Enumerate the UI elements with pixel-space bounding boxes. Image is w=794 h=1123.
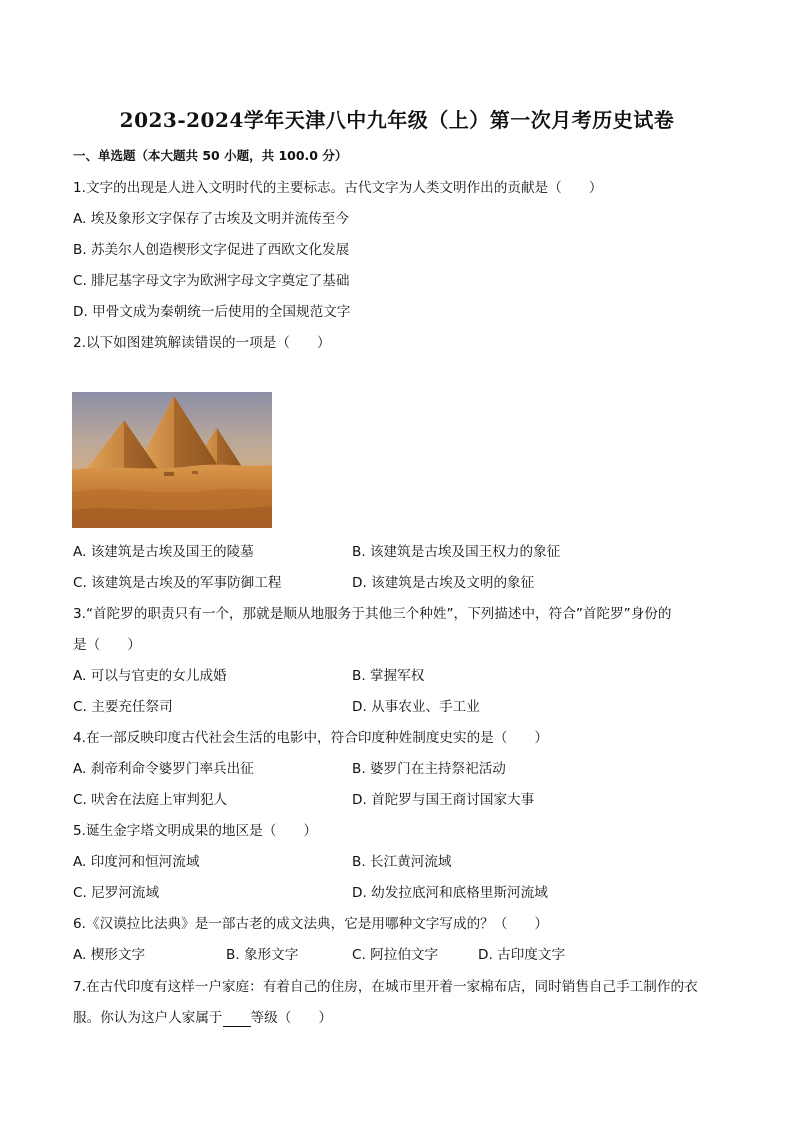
question-2-option-d: D. 该建筑是古埃及文明的象征 bbox=[352, 575, 535, 591]
question-7-stem: 7.在古代印度有这样一户家庭：有着自己的住房，在城市里开着一家棉布店，同时销售自己手工制作的衣 bbox=[73, 979, 698, 995]
question-3-option-c: C. 主要充任祭司 bbox=[73, 699, 173, 715]
question-3-option-a: A. 可以与官吏的女儿成婚 bbox=[73, 668, 227, 684]
question-5-option-b: B. 长江黄河流域 bbox=[352, 854, 452, 870]
question-7-stem-continued bbox=[73, 1006, 332, 1027]
question-5-option-d: D. 幼发拉底河和底格里斯河流域 bbox=[352, 885, 548, 901]
question-4-option-c: C. 吠舍在法庭上审判犯人 bbox=[73, 792, 228, 808]
question-6-option-b: B. 象形文字 bbox=[226, 947, 299, 963]
question-5-stem: 5.诞生金字塔文明成果的地区是（ ） bbox=[73, 823, 318, 839]
question-3-stem: 3.“首陀罗的职责只有一个，那就是顺从地服务于其他三个种姓”，下列描述中，符合”首陀罗”身份的 bbox=[73, 606, 672, 622]
exam-title: 2023-2024学年天津八中九年级（上）第一次月考历史试卷 bbox=[119, 108, 675, 132]
question-3-option-d: D. 从事农业、手工业 bbox=[352, 699, 480, 715]
question-4-option-a: A. 刹帝利命令婆罗门率兵出征 bbox=[73, 761, 254, 777]
pyramids-photo bbox=[72, 392, 272, 528]
question-1-option-d: D. 甲骨文成为秦朝统一后使用的全国规范文字 bbox=[73, 304, 351, 320]
question-6-stem: 6.《汉谟拉比法典》是一部古老的成文法典，它是用哪种文字写成的？（ ） bbox=[73, 916, 549, 932]
question-2-option-a: A. 该建筑是古埃及国王的陵墓 bbox=[73, 544, 254, 560]
question-2-stem: 2.以下如图建筑解读错误的一项是（ ） bbox=[73, 335, 331, 351]
question-5-option-c: C. 尼罗河流域 bbox=[73, 885, 160, 901]
question-3-stem-continued: 是（ ） bbox=[73, 637, 141, 653]
question-1-stem: 1.文字的出现是人进入文明时代的主要标志。古代文字为人类文明作出的贡献是（ ） bbox=[73, 180, 603, 196]
question-7-stem-before-blank: 服。你认为这户人家属于 bbox=[73, 1010, 223, 1026]
answer-blank bbox=[223, 1010, 251, 1027]
question-1-option-b: B. 苏美尔人创造楔形文字促进了西欧文化发展 bbox=[73, 242, 350, 258]
question-6-option-c: C. 阿拉伯文字 bbox=[352, 947, 439, 963]
question-3-option-b: B. 掌握军权 bbox=[352, 668, 425, 684]
question-6-option-a: A. 楔形文字 bbox=[73, 947, 146, 963]
question-4-option-b: B. 婆罗门在主持祭祀活动 bbox=[352, 761, 506, 777]
question-6-option-d: D. 古印度文字 bbox=[478, 947, 566, 963]
section-header: 一、单选题（本大题共 50 小题，共 100.0 分） bbox=[73, 148, 348, 163]
question-1-option-c: C. 腓尼基字母文字为欧洲字母文字奠定了基础 bbox=[73, 273, 350, 289]
question-5-option-a: A. 印度河和恒河流域 bbox=[73, 854, 200, 870]
question-4-stem: 4.在一部反映印度古代社会生活的电影中，符合印度种姓制度史实的是（ ） bbox=[73, 730, 549, 746]
question-2-option-b: B. 该建筑是古埃及国王权力的象征 bbox=[352, 544, 561, 560]
question-4-option-d: D. 首陀罗与国王商讨国家大事 bbox=[352, 792, 535, 808]
question-1-option-a: A. 埃及象形文字保存了古埃及文明并流传至今 bbox=[73, 211, 349, 227]
question-7-stem-after-blank: 等级（ ） bbox=[250, 1010, 333, 1026]
question-2-option-c: C. 该建筑是古埃及的军事防御工程 bbox=[73, 575, 282, 591]
